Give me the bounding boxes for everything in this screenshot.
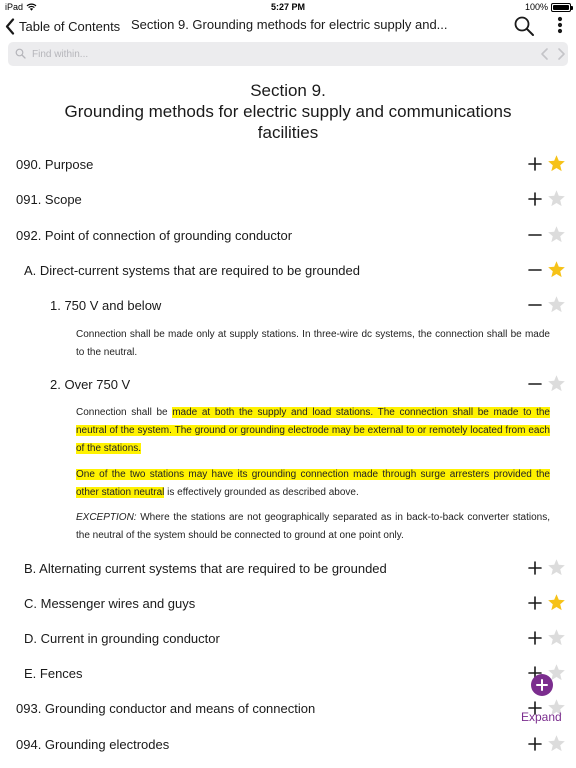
outline-item	[0, 697, 576, 721]
plus-icon	[536, 679, 548, 691]
item-label[interactable]: C. Messenger wires and guys	[24, 596, 196, 611]
outline-item	[0, 373, 576, 397]
back-button[interactable]	[5, 14, 120, 38]
item-label[interactable]: 1. 750 V and below	[50, 298, 162, 313]
item-label[interactable]: A. Direct-current systems that are required to be grounded	[24, 263, 360, 278]
star-icon[interactable]	[547, 374, 566, 393]
more-icon[interactable]	[549, 14, 571, 36]
highlighted-text[interactable]: One of the two stations may have its grounding connection made through surge arresters provided the other station neutral	[76, 469, 550, 498]
item-label[interactable]: D. Current in grounding conductor	[24, 631, 220, 646]
item-label[interactable]: 090. Purpose	[16, 157, 94, 172]
previous-match-icon[interactable]	[538, 46, 552, 62]
item-label[interactable]: 093. Grounding conductor and means of connection	[16, 701, 316, 716]
chevron-left-icon	[5, 18, 15, 35]
collapse-icon[interactable]	[527, 227, 543, 243]
outline-item	[0, 733, 576, 757]
collapse-icon[interactable]	[527, 376, 543, 392]
item-label[interactable]: 092. Point of connection of grounding conductor	[16, 228, 293, 243]
star-icon[interactable]	[547, 154, 566, 173]
next-match-icon[interactable]	[554, 46, 568, 62]
star-icon[interactable]	[547, 295, 566, 314]
body-paragraph	[76, 466, 550, 502]
item-label[interactable]: 091. Scope	[16, 192, 82, 207]
plain-text: Connection shall be	[76, 407, 173, 418]
star-icon[interactable]	[547, 734, 566, 753]
find-within-input[interactable]	[32, 45, 502, 63]
expand-icon[interactable]	[527, 191, 543, 207]
outline-item	[0, 153, 576, 177]
search-small-icon	[15, 48, 26, 59]
outline-item	[0, 662, 576, 686]
outline-item	[0, 557, 576, 581]
back-label: Table of Contents	[19, 18, 121, 34]
outline-item	[0, 188, 576, 212]
highlighted-text[interactable]: made at both the supply and load stations. The connection shall be made to the neutral of the system. The ground or grounding electrode may be external to or remotely located from each of the stations.	[76, 407, 550, 454]
star-icon[interactable]	[547, 260, 566, 279]
status-time: 5:27 PM	[270, 2, 305, 12]
expand-label[interactable]: Expand	[521, 710, 562, 724]
body-paragraph: Connection shall be made only at supply stations. In three-wire dc systems, the connection shall be made to the neutral.	[76, 329, 550, 358]
outline-item	[0, 592, 576, 616]
nav-bar	[0, 14, 576, 38]
outline-item	[0, 627, 576, 651]
item-label[interactable]: E. Fences	[24, 666, 83, 681]
expand-icon[interactable]	[527, 560, 543, 576]
battery-icon	[551, 3, 571, 12]
section-number: Section 9.	[250, 81, 326, 100]
expand-icon[interactable]	[527, 736, 543, 752]
status-bar	[0, 0, 576, 14]
item-label[interactable]: B. Alternating current systems that are required to be grounded	[24, 561, 387, 576]
plain-text: Where the stations are not geographically separated as in back-to-back converter stations, the neutral of the system should be connected to ground at one point only.	[76, 512, 550, 541]
star-icon[interactable]	[547, 558, 566, 577]
star-icon[interactable]	[547, 225, 566, 244]
section-title: Grounding methods for electric supply and communications facilities	[64, 102, 512, 142]
outline-item	[0, 224, 576, 248]
exception-label: EXCEPTION:	[76, 512, 137, 523]
find-bar	[8, 42, 568, 66]
expand-icon[interactable]	[527, 595, 543, 611]
body-paragraph	[76, 404, 550, 458]
item-label[interactable]: 2. Over 750 V	[50, 377, 131, 392]
outline-item	[0, 294, 576, 318]
expand-fab-button[interactable]	[531, 674, 553, 696]
body-paragraph	[76, 509, 550, 545]
search-icon[interactable]	[513, 15, 535, 37]
page-title: Section 9. Grounding methods for electric supply and...	[131, 17, 448, 32]
star-icon[interactable]	[547, 628, 566, 647]
collapse-icon[interactable]	[527, 297, 543, 313]
battery-percent: 100%	[524, 2, 548, 12]
collapse-icon[interactable]	[527, 262, 543, 278]
item-label[interactable]: 094. Grounding electrodes	[16, 737, 170, 752]
star-icon[interactable]	[547, 593, 566, 612]
status-right	[525, 2, 571, 12]
expand-icon[interactable]	[527, 156, 543, 172]
plain-text: is effectively grounded as described above.	[164, 487, 359, 498]
section-heading	[0, 80, 576, 143]
star-icon[interactable]	[547, 189, 566, 208]
outline-item	[0, 259, 576, 283]
device-name: iPad	[5, 2, 24, 12]
expand-icon[interactable]	[527, 630, 543, 646]
